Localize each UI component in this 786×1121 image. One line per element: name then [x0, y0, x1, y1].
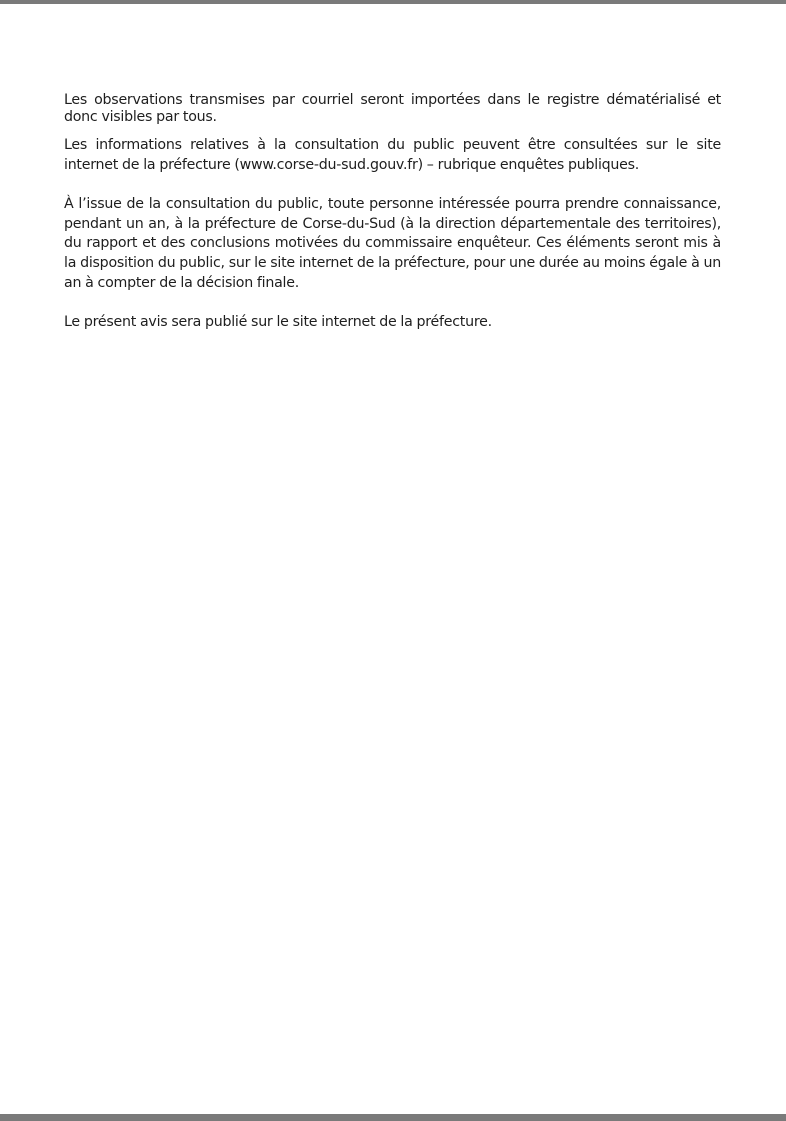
paragraph-consultation-info: Les informations relatives à la consultation du public peuvent être consultées sur le site internet de la préfecture (www.corse-du-sud.gouv.fr) – rubrique enquêtes publiques.	[64, 137, 721, 173]
page-top-border	[0, 0, 786, 4]
document-body	[64, 92, 721, 333]
paragraph-email-observations: Les observations transmises par courriel seront importées dans le registre dématérialisé et donc visibles par tous.	[64, 92, 721, 125]
paragraph-report-availability: À l’issue de la consultation du public, toute personne intéressée pourra prendre connaissance, pendant un an, à la préfecture de Corse-du-Sud (à la direction départementale des territoires), du rapport et des conclusions motivées du commissaire enquêteur. Ces éléments seront mis à la disposition du public, sur le site internet de la préfecture, pour une durée au moins égale à un an à compter de la décision finale.	[64, 196, 721, 291]
paragraph-publication-notice: Le présent avis sera publié sur le site internet de la préfecture.	[64, 314, 492, 331]
page-bottom-border	[0, 1114, 786, 1121]
